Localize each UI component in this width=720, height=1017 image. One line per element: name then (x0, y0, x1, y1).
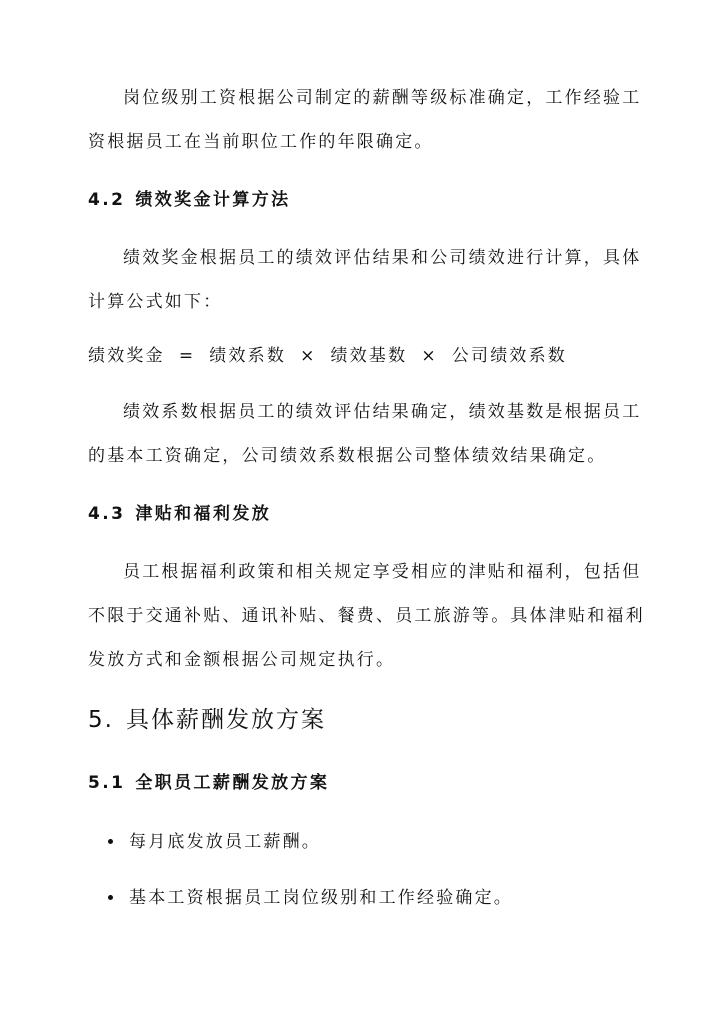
list-item (108, 887, 513, 909)
paragraph-line: 绩效系数根据员工的绩效评估结果确定，绩效基数是根据员工 (123, 402, 642, 422)
section-title: 绩效奖金计算方法 (135, 190, 291, 210)
section-title: 全职员工薪酬发放方案 (135, 773, 330, 793)
section-number: 5. (88, 707, 114, 733)
section-heading-4-2 (88, 189, 291, 211)
paragraph-line: 发放方式和金额根据公司规定执行。 (88, 650, 396, 670)
section-heading-5 (88, 705, 326, 735)
list-item-text: 每月底发放员工薪酬。 (129, 832, 321, 852)
section-number: 5.1 (88, 773, 126, 793)
formula-term: 绩效系数 (209, 346, 287, 366)
formula (88, 345, 567, 367)
formula-term: 绩效奖金 (88, 346, 165, 366)
paragraph-line: 绩效奖金根据员工的绩效评估结果和公司绩效进行计算，具体 (123, 248, 642, 268)
section-number: 4.3 (88, 504, 126, 524)
paragraph-line: 不限于交通补贴、通讯补贴、餐费、员工旅游等。具体津贴和福利 (88, 606, 645, 626)
paragraph-line: 员工根据福利政策和相关规定享受相应的津贴和福利，包括但 (123, 562, 642, 582)
list-item-text: 基本工资根据员工岗位级别和工作经验确定。 (129, 888, 513, 908)
formula-term: 公司绩效系数 (451, 346, 567, 366)
formula-times: × (300, 346, 317, 366)
paragraph-line: 岗位级别工资根据公司制定的薪酬等级标准确定，工作经验工 (123, 88, 642, 108)
formula-times: × (421, 346, 438, 366)
bullet-icon (108, 839, 113, 844)
paragraph-line: 的基本工资确定，公司绩效系数根据公司整体绩效结果确定。 (88, 446, 607, 466)
list-item (108, 831, 321, 853)
formula-term: 绩效基数 (330, 346, 408, 366)
section-heading-4-3 (88, 503, 271, 525)
section-title: 津贴和福利发放 (135, 504, 272, 524)
paragraph-line: 计算公式如下： (88, 292, 223, 312)
section-heading-5-1 (88, 772, 329, 794)
section-number: 4.2 (88, 190, 126, 210)
bullet-icon (108, 895, 113, 900)
paragraph-line: 资根据员工在当前职位工作的年限确定。 (88, 132, 434, 152)
section-title: 具体薪酬发放方案 (125, 707, 326, 733)
formula-equals: = (178, 346, 196, 366)
